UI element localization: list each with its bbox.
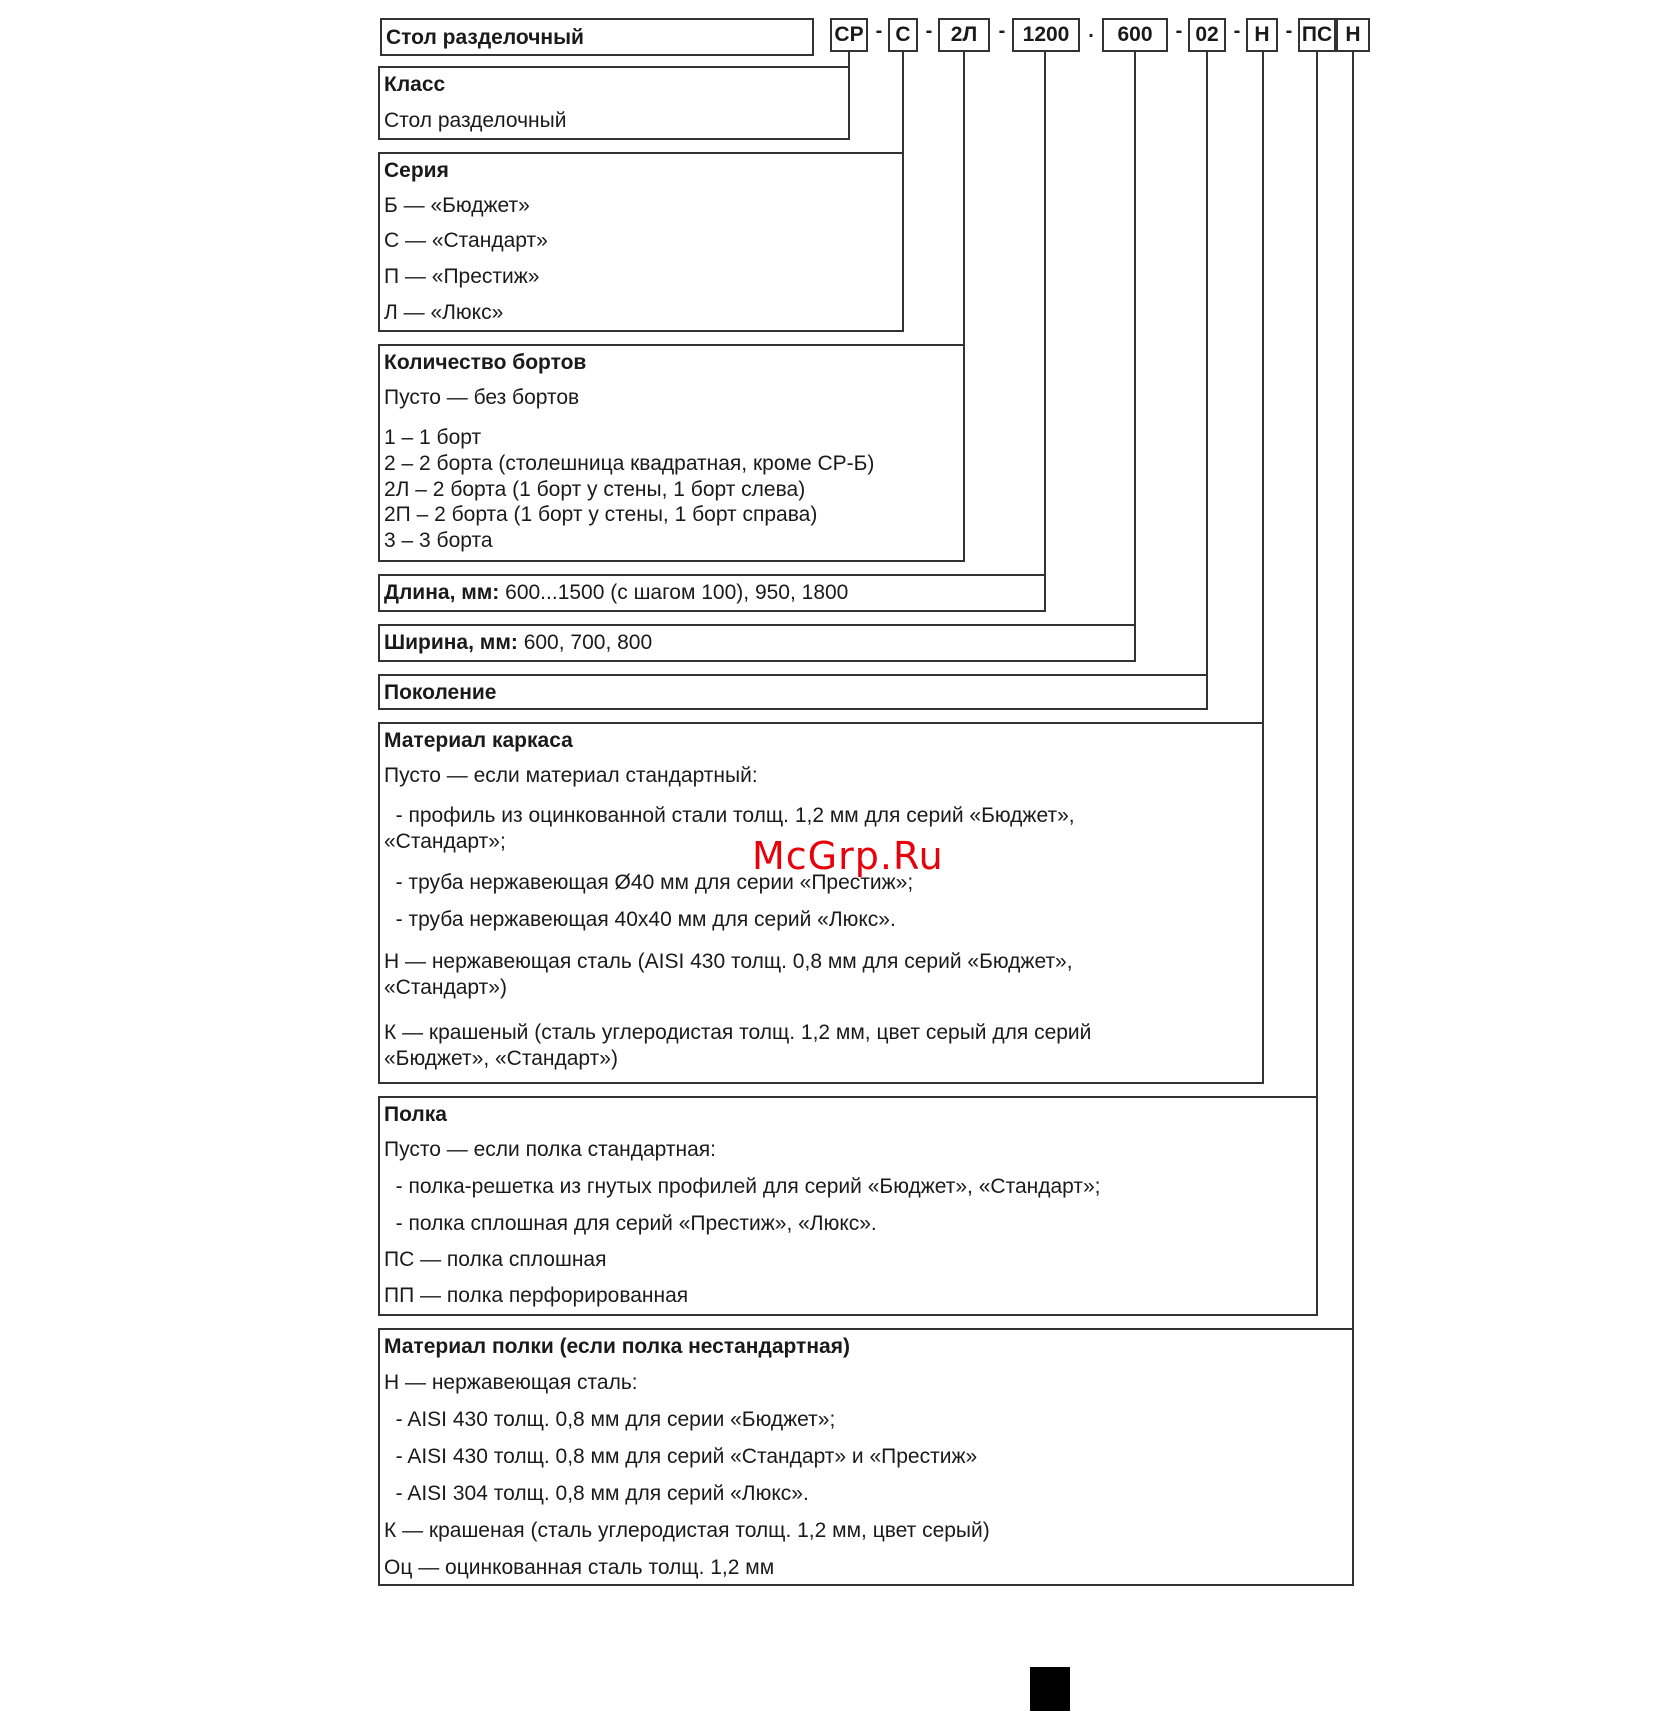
section-line: К — крашеная (сталь углеродистая толщ. 1,2 мм, цвет серый): [384, 1519, 990, 1542]
section-frame-material: [378, 722, 1264, 1084]
section-line: 2П – 2 борта (1 борт у стены, 1 борт справа): [384, 503, 818, 526]
code-part-shelf-material: Н: [1336, 18, 1370, 52]
watermark: McGrp.Ru: [752, 834, 944, 878]
section-line: П — «Престиж»: [384, 265, 540, 288]
section-line: - AISI 304 толщ. 0,8 мм для серий «Люкс».: [384, 1482, 809, 1505]
connector-line: [1352, 52, 1354, 1328]
code-separator: -: [998, 20, 1006, 42]
code-part-generation: 02: [1188, 18, 1226, 52]
connector-line: [1316, 52, 1318, 1096]
section-generation: [378, 674, 1208, 710]
section-line: - профиль из оцинкованной стали толщ. 1,2 мм для серий «Бюджет»,: [384, 804, 1075, 827]
section-line: 1 – 1 борт: [384, 426, 482, 449]
connector-line: [1206, 52, 1208, 674]
section-line: Б — «Бюджет»: [384, 194, 530, 217]
section-width: [378, 624, 1136, 662]
section-line: - труба нержавеющая Ø40 мм для серии «Престиж»;: [384, 871, 914, 894]
section-series: [378, 152, 904, 332]
section-shelf: [378, 1096, 1318, 1316]
product-title: Стол разделочный: [380, 18, 814, 56]
section-line: «Стандарт»): [384, 976, 507, 999]
section-line: Пусто — если полка стандартная:: [384, 1138, 717, 1161]
section-line: С — «Стандарт»: [384, 229, 548, 252]
connector-line: [848, 52, 850, 66]
length-values: 600...1500 (с шагом 100), 950, 1800: [499, 581, 849, 604]
page-marker-block: [1030, 1667, 1070, 1711]
section-line: Пусто — если материал стандартный:: [384, 764, 758, 787]
code-separator: .: [1088, 20, 1094, 42]
code-separator: -: [875, 20, 883, 42]
section-line: [384, 631, 652, 655]
section-line: К — крашеный (сталь углеродистая толщ. 1,2 мм, цвет серый для серий: [384, 1021, 1092, 1044]
section-line: Л — «Люкс»: [384, 301, 504, 324]
connector-line: [1134, 52, 1136, 624]
width-values: 600, 700, 800: [517, 631, 653, 654]
connector-line: [1044, 52, 1046, 574]
section-length: [378, 574, 1046, 612]
section-line: Пусто — без бортов: [384, 386, 580, 409]
code-part-class: СР: [830, 18, 868, 52]
section-heading: Серия: [384, 159, 449, 182]
section-heading: Длина, мм:: [384, 581, 500, 604]
section-class: [378, 66, 850, 140]
section-line: - AISI 430 толщ. 0,8 мм для серий «Стандарт» и «Престиж»: [384, 1445, 978, 1468]
section-line: 2 – 2 борта (столешница квадратная, кроме СР-Б): [384, 452, 875, 475]
section-line: «Стандарт»;: [384, 830, 506, 853]
section-line: - полка сплошная для серий «Престиж», «Люкс».: [384, 1212, 877, 1235]
connector-line: [902, 52, 904, 154]
code-separator: -: [1285, 20, 1293, 42]
code-part-length: 1200: [1012, 18, 1080, 52]
section-heading: Материал каркаса: [384, 729, 573, 752]
section-shelf-material: [378, 1328, 1354, 1586]
code-part-series: С: [888, 18, 918, 52]
code-separator: -: [1175, 20, 1183, 42]
section-line: [384, 581, 848, 605]
code-separator: -: [925, 20, 933, 42]
section-heading: Ширина, мм:: [384, 631, 518, 654]
code-part-shelf: ПС: [1298, 18, 1336, 52]
connector-line: [1262, 52, 1264, 722]
code-part-width: 600: [1102, 18, 1168, 52]
code-part-rims: 2Л: [938, 18, 990, 52]
code-part-frame: Н: [1246, 18, 1278, 52]
section-line: 2Л – 2 борта (1 борт у стены, 1 борт слева): [384, 478, 806, 501]
section-line: Стол разделочный: [384, 109, 567, 132]
connector-line: [963, 52, 965, 346]
section-line: ПС — полка сплошная: [384, 1248, 607, 1271]
section-line: Н — нержавеющая сталь:: [384, 1371, 638, 1394]
section-heading: Количество бортов: [384, 351, 587, 374]
section-line: - труба нержавеющая 40х40 мм для серий «Люкс».: [384, 908, 896, 931]
section-line: 3 – 3 борта: [384, 529, 493, 552]
section-line: Н — нержавеющая сталь (AISI 430 толщ. 0,8 мм для серий «Бюджет»,: [384, 950, 1073, 973]
section-heading: Поколение: [384, 681, 497, 704]
section-heading: Полка: [384, 1103, 447, 1126]
section-heading: Материал полки (если полка нестандартная): [384, 1335, 850, 1358]
section-heading: Класс: [384, 73, 446, 96]
section-line: ПП — полка перфорированная: [384, 1284, 689, 1307]
section-line: Оц — оцинкованная сталь толщ. 1,2 мм: [384, 1556, 775, 1579]
code-separator: -: [1233, 20, 1241, 42]
section-line: - полка-решетка из гнутых профилей для серий «Бюджет», «Стандарт»;: [384, 1175, 1101, 1198]
section-rims: [378, 344, 965, 562]
section-line: - AISI 430 толщ. 0,8 мм для серии «Бюджет»;: [384, 1408, 836, 1431]
section-line: «Бюджет», «Стандарт»): [384, 1047, 618, 1070]
